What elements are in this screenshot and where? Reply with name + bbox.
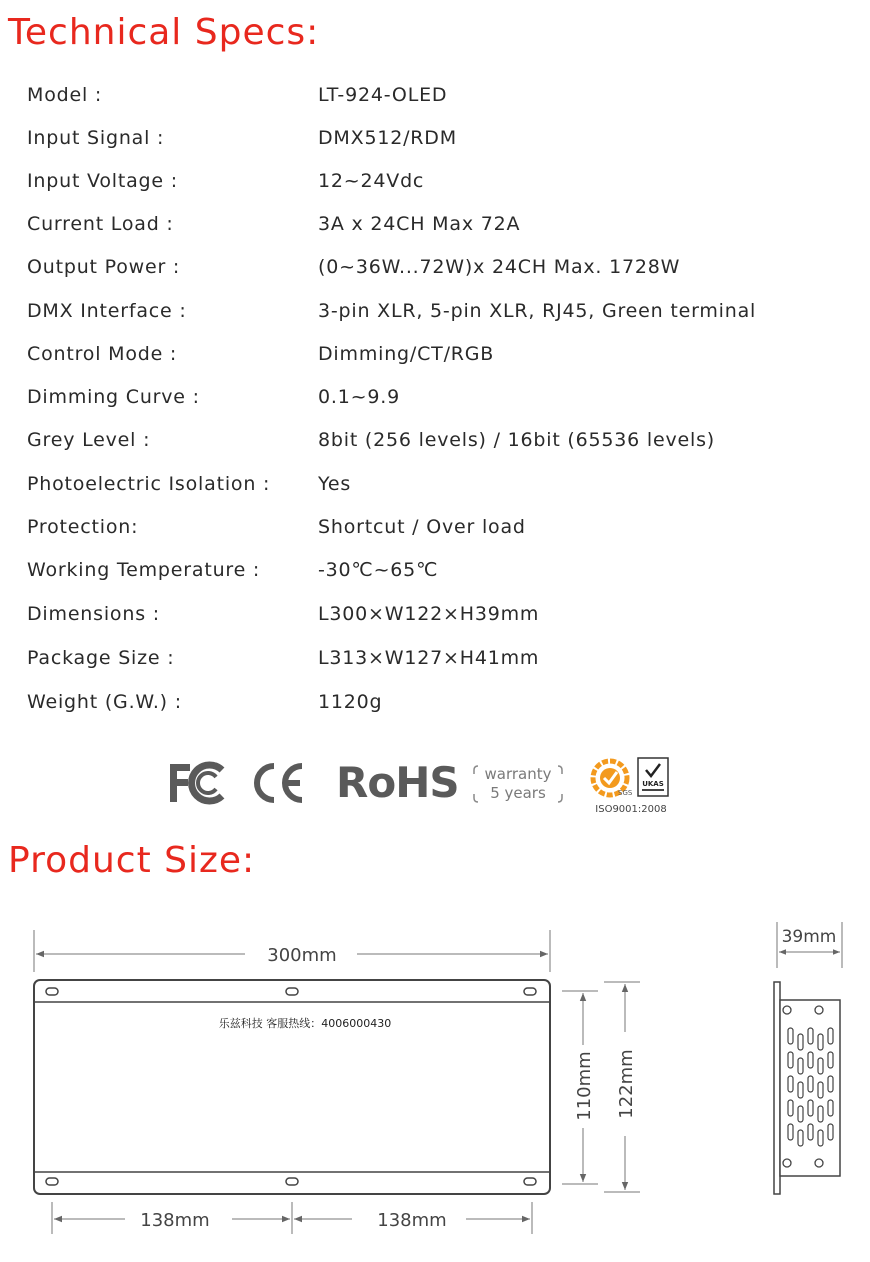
spec-label: Weight (G.W.) : xyxy=(27,691,182,713)
spec-row xyxy=(0,516,870,546)
dim-height-outer: 122mm xyxy=(616,1049,637,1119)
warranty-line-2: 5 years xyxy=(490,784,546,802)
spec-label: Output Power : xyxy=(27,256,181,278)
spec-value: DMX512/RDM xyxy=(318,127,457,149)
warranty-line-1: warranty xyxy=(484,765,552,783)
spec-label: Package Size : xyxy=(27,647,175,669)
dim-depth: 39mm xyxy=(781,927,837,947)
spec-row xyxy=(0,213,870,243)
dim-half-left: 138mm xyxy=(140,1210,210,1231)
spec-row xyxy=(0,170,870,200)
spec-label: Input Signal : xyxy=(27,127,165,149)
product-size-heading: Product Size: xyxy=(8,840,256,881)
spec-label: Dimming Curve : xyxy=(27,386,200,408)
spec-row xyxy=(0,647,870,677)
dim-half-right: 138mm xyxy=(377,1210,447,1231)
iso-sgs-ukas-badge xyxy=(588,756,674,816)
side-view-drawing xyxy=(760,918,860,1208)
spec-value: 3A x 24CH Max 72A xyxy=(318,213,521,235)
spec-label: Model : xyxy=(27,84,103,106)
spec-row xyxy=(0,256,870,286)
spec-row xyxy=(0,343,870,373)
spec-value: 0.1~9.9 xyxy=(318,386,400,408)
spec-label: Grey Level : xyxy=(27,429,151,451)
panel-label: 乐兹科技 客服热线：4006000430 xyxy=(218,1017,392,1030)
spec-value: Shortcut / Over load xyxy=(318,516,526,538)
technical-specs-heading: Technical Specs: xyxy=(8,12,320,53)
spec-row xyxy=(0,386,870,416)
front-view-drawing xyxy=(0,910,700,1250)
spec-value: -30℃~65℃ xyxy=(318,559,439,581)
spec-label: Current Load : xyxy=(27,213,174,235)
spec-value: 1120g xyxy=(318,691,383,713)
sgs-text: SGS xyxy=(618,789,633,797)
spec-row xyxy=(0,300,870,330)
fc-logo-text: FC xyxy=(166,760,168,761)
spec-label: Photoelectric Isolation : xyxy=(27,473,271,495)
spec-label: Dimensions : xyxy=(27,603,160,625)
spec-label: DMX Interface : xyxy=(27,300,187,322)
spec-row xyxy=(0,429,870,459)
spec-value: LT-924-OLED xyxy=(318,84,448,106)
spec-row xyxy=(0,603,870,633)
spec-label: Working Temperature : xyxy=(27,559,261,581)
ce-logo-text: CE xyxy=(250,760,252,761)
spec-value: Dimming/CT/RGB xyxy=(318,343,495,365)
spec-value: 8bit (256 levels) / 16bit (65536 levels) xyxy=(318,429,715,451)
spec-row xyxy=(0,691,870,721)
rohs-logo: RoHS xyxy=(336,758,459,807)
spec-value: L300×W122×H39mm xyxy=(318,603,540,625)
spec-value: 3-pin XLR, 5-pin XLR, RJ45, Green terminal xyxy=(318,300,757,322)
spec-value: 12~24Vdc xyxy=(318,170,425,192)
spec-row xyxy=(0,127,870,157)
dim-width-total: 300mm xyxy=(267,945,337,966)
fc-logo xyxy=(166,760,230,806)
spec-label: Control Mode : xyxy=(27,343,178,365)
iso-text: ISO9001:2008 xyxy=(595,804,667,815)
ce-logo xyxy=(250,760,308,806)
spec-value: L313×W127×H41mm xyxy=(318,647,540,669)
spec-row xyxy=(0,84,870,114)
ukas-text: UKAS xyxy=(642,780,664,788)
warranty-badge xyxy=(472,760,564,808)
spec-label: Protection: xyxy=(27,516,139,538)
spec-value: Yes xyxy=(318,473,352,495)
spec-label: Input Voltage : xyxy=(27,170,178,192)
dim-height-inner: 110mm xyxy=(574,1051,595,1121)
spec-row xyxy=(0,473,870,503)
spec-row xyxy=(0,559,870,589)
spec-value: (0~36W...72W)x 24CH Max. 1728W xyxy=(318,256,681,278)
